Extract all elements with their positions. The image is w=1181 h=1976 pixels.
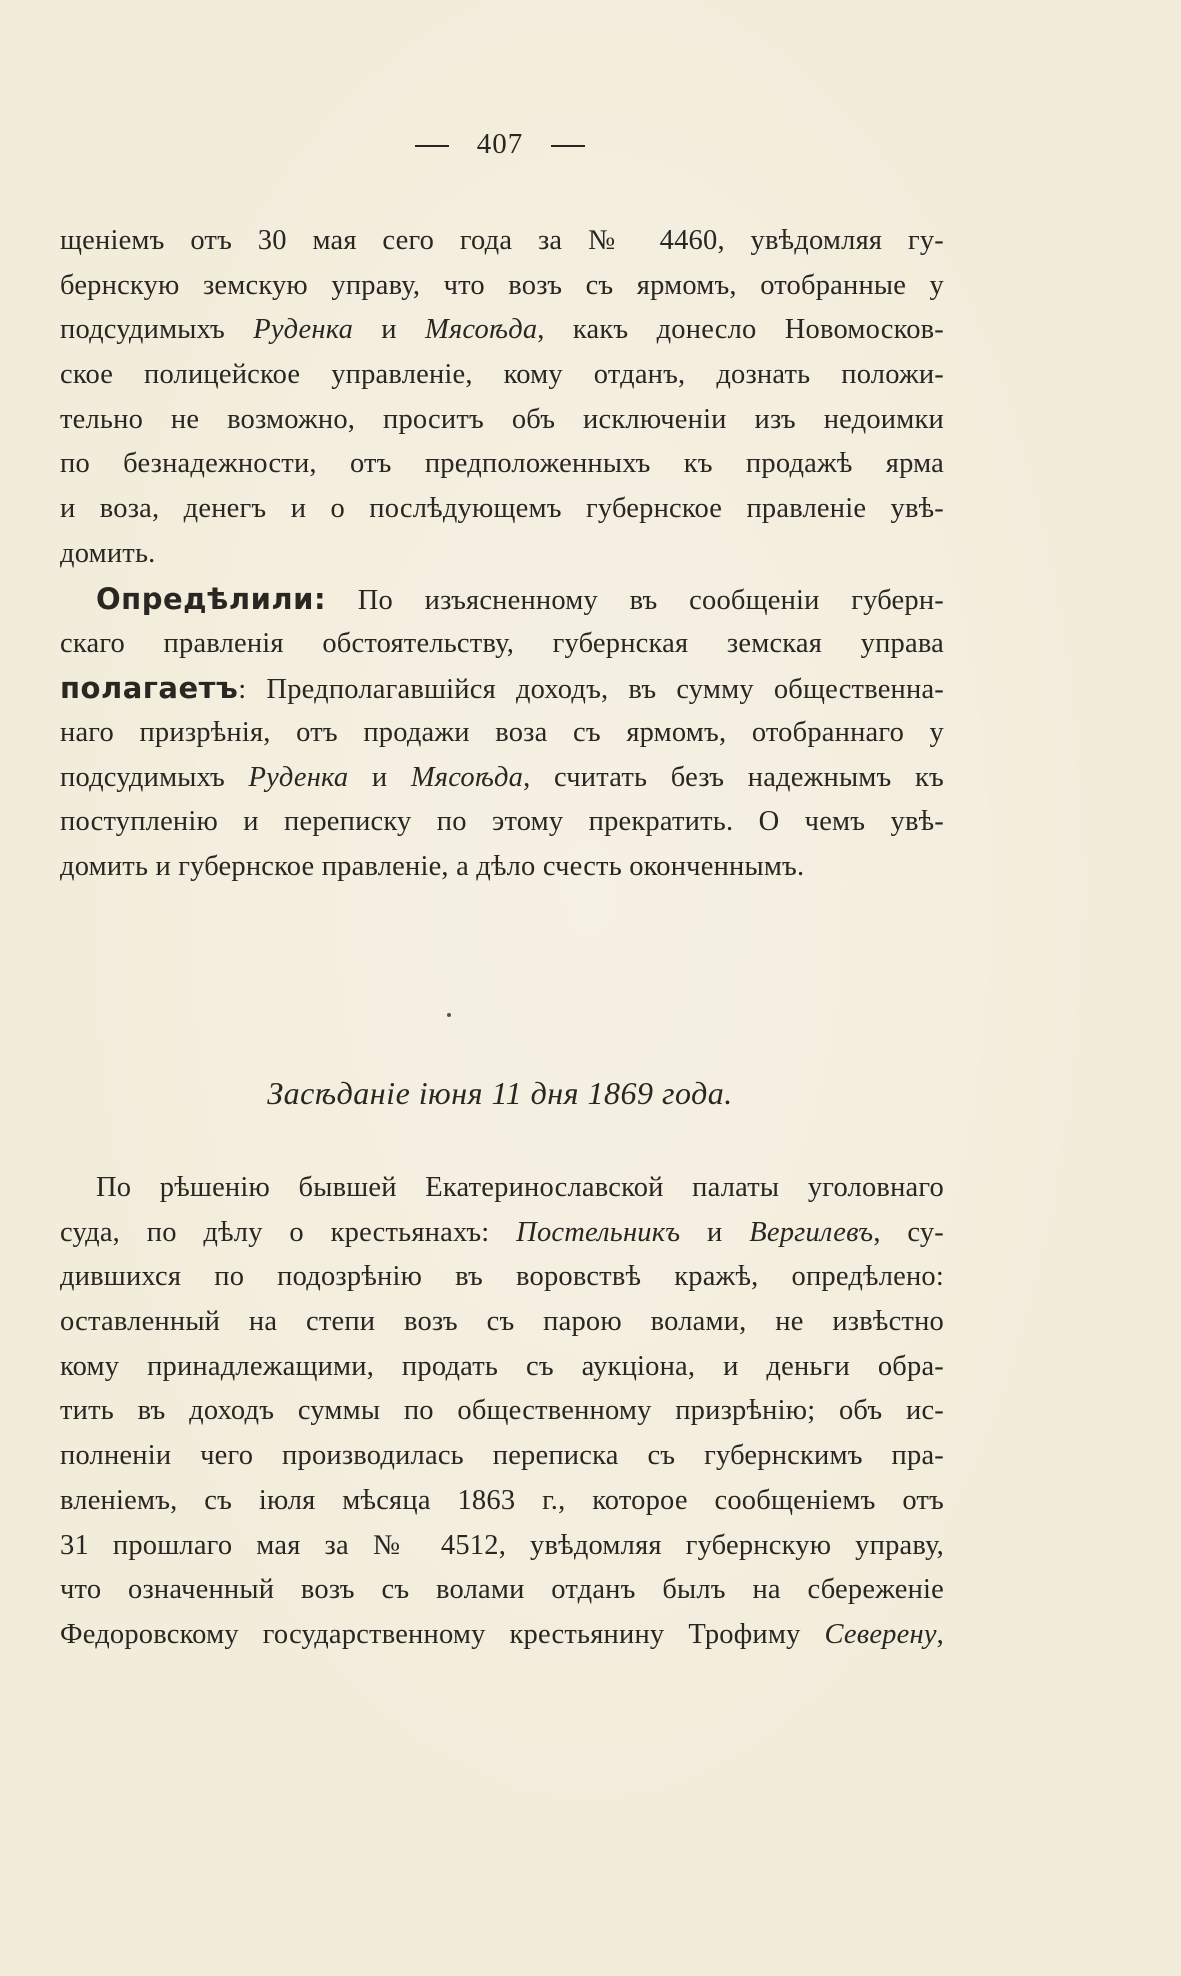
session-heading: Засѣданіе іюня 11 дня 1869 года. [267, 1075, 733, 1111]
text-line: вленіемъ, съ іюля мѣсяца 1863 г., которое сообщеніемъ отъ [60, 1484, 944, 1516]
text-line: полненіи чего производилась переписка съ губернскимъ пра- [60, 1440, 944, 1472]
text-line: полагаетъ: Предполагавшійся доходъ, въ сумму общественна- [60, 671, 944, 706]
resolved-label: Опредѣлили: [96, 582, 327, 616]
page-number: 407 [476, 128, 524, 160]
paragraph-3 [60, 1166, 944, 1658]
text-line: дившихся по подозрѣнію въ воровствѣ кражѣ, опредѣлено: [60, 1261, 944, 1293]
text-line: оставленный на степи возъ съ парою волами, не извѣстно [60, 1306, 944, 1338]
text-line: По рѣшенію бывшей Екатеринославской палаты уголовнаго [96, 1172, 944, 1203]
surname-postelnik: Постельникъ [516, 1216, 681, 1248]
text-line: наго призрѣнія, отъ продажи воза съ ярмомъ, отобраннаго у [60, 717, 944, 749]
text-line: по безнадежности, отъ предположенныхъ къ продажѣ ярма [60, 448, 944, 480]
surname-myasoed: Мясоѣда [425, 314, 538, 346]
text-line: Федоровскому государственному крестьянину Трофиму Северену, [60, 1618, 944, 1650]
text-line: тить въ доходъ суммы по общественному призрѣнію; объ ис- [60, 1395, 944, 1427]
left-dash [415, 145, 449, 147]
text-line: подсудимыхъ Руденка и Мясоѣда, считать безъ надежнымъ къ [60, 761, 944, 793]
text-line: ское полицейское управленіе, кому отданъ, дознать положи- [60, 359, 944, 391]
right-dash [551, 145, 585, 147]
proposes-label: полагаетъ [60, 671, 239, 706]
paragraph-1 [60, 219, 944, 577]
text-line: домить и губернское правленіе, а дѣло счесть оконченнымъ. [60, 851, 805, 883]
surname-vergilev: Вергилевъ [749, 1216, 874, 1248]
text-line: 31 прошлаго мая за № 4512, увѣдомляя губернскую управу, [60, 1529, 944, 1561]
text-line: кому принадлежащими, продать съ аукціона, и деньги обра- [60, 1350, 944, 1382]
text-line: бернскую земскую управу, что возъ съ ярмомъ, отобранные у [60, 269, 944, 301]
ink-dot [447, 1013, 451, 1017]
text-line: подсудимыхъ Руденка и Мясоѣда, какъ донесло Новомосков- [60, 314, 944, 346]
text-line: и воза, денегъ и о послѣдующемъ губернское правленіе увѣ- [60, 493, 944, 525]
paragraph-2 [60, 577, 944, 890]
page-number-line [0, 128, 1000, 161]
surname-severen: Северену [824, 1618, 937, 1650]
text-line: скаго правленія обстоятельству, губернская земская управа [60, 627, 944, 659]
text-line: щеніемъ отъ 30 мая сего года за № 4460, увѣдомляя гу- [60, 225, 944, 256]
surname-rudenko: Руденка [253, 314, 354, 346]
text-line: суда, по дѣлу о крестьянахъ: Постельникъ и Вергилевъ, су- [60, 1216, 945, 1248]
text-line: тельно не возможно, проситъ объ исключеніи изъ недоимки [60, 403, 944, 435]
text-line: поступленію и переписку по этому прекратить. О чемъ увѣ- [60, 806, 944, 838]
text-line: Опредѣлили: По изъясненному въ сообщеніи губерн- [96, 582, 944, 616]
text-line: что означенный возъ съ волами отданъ былъ на сбереженіе [60, 1574, 944, 1606]
surname-rudenko: Руденка [248, 761, 349, 793]
text-line: домить. [60, 537, 156, 569]
surname-myasoed: Мясоѣда [410, 761, 524, 793]
